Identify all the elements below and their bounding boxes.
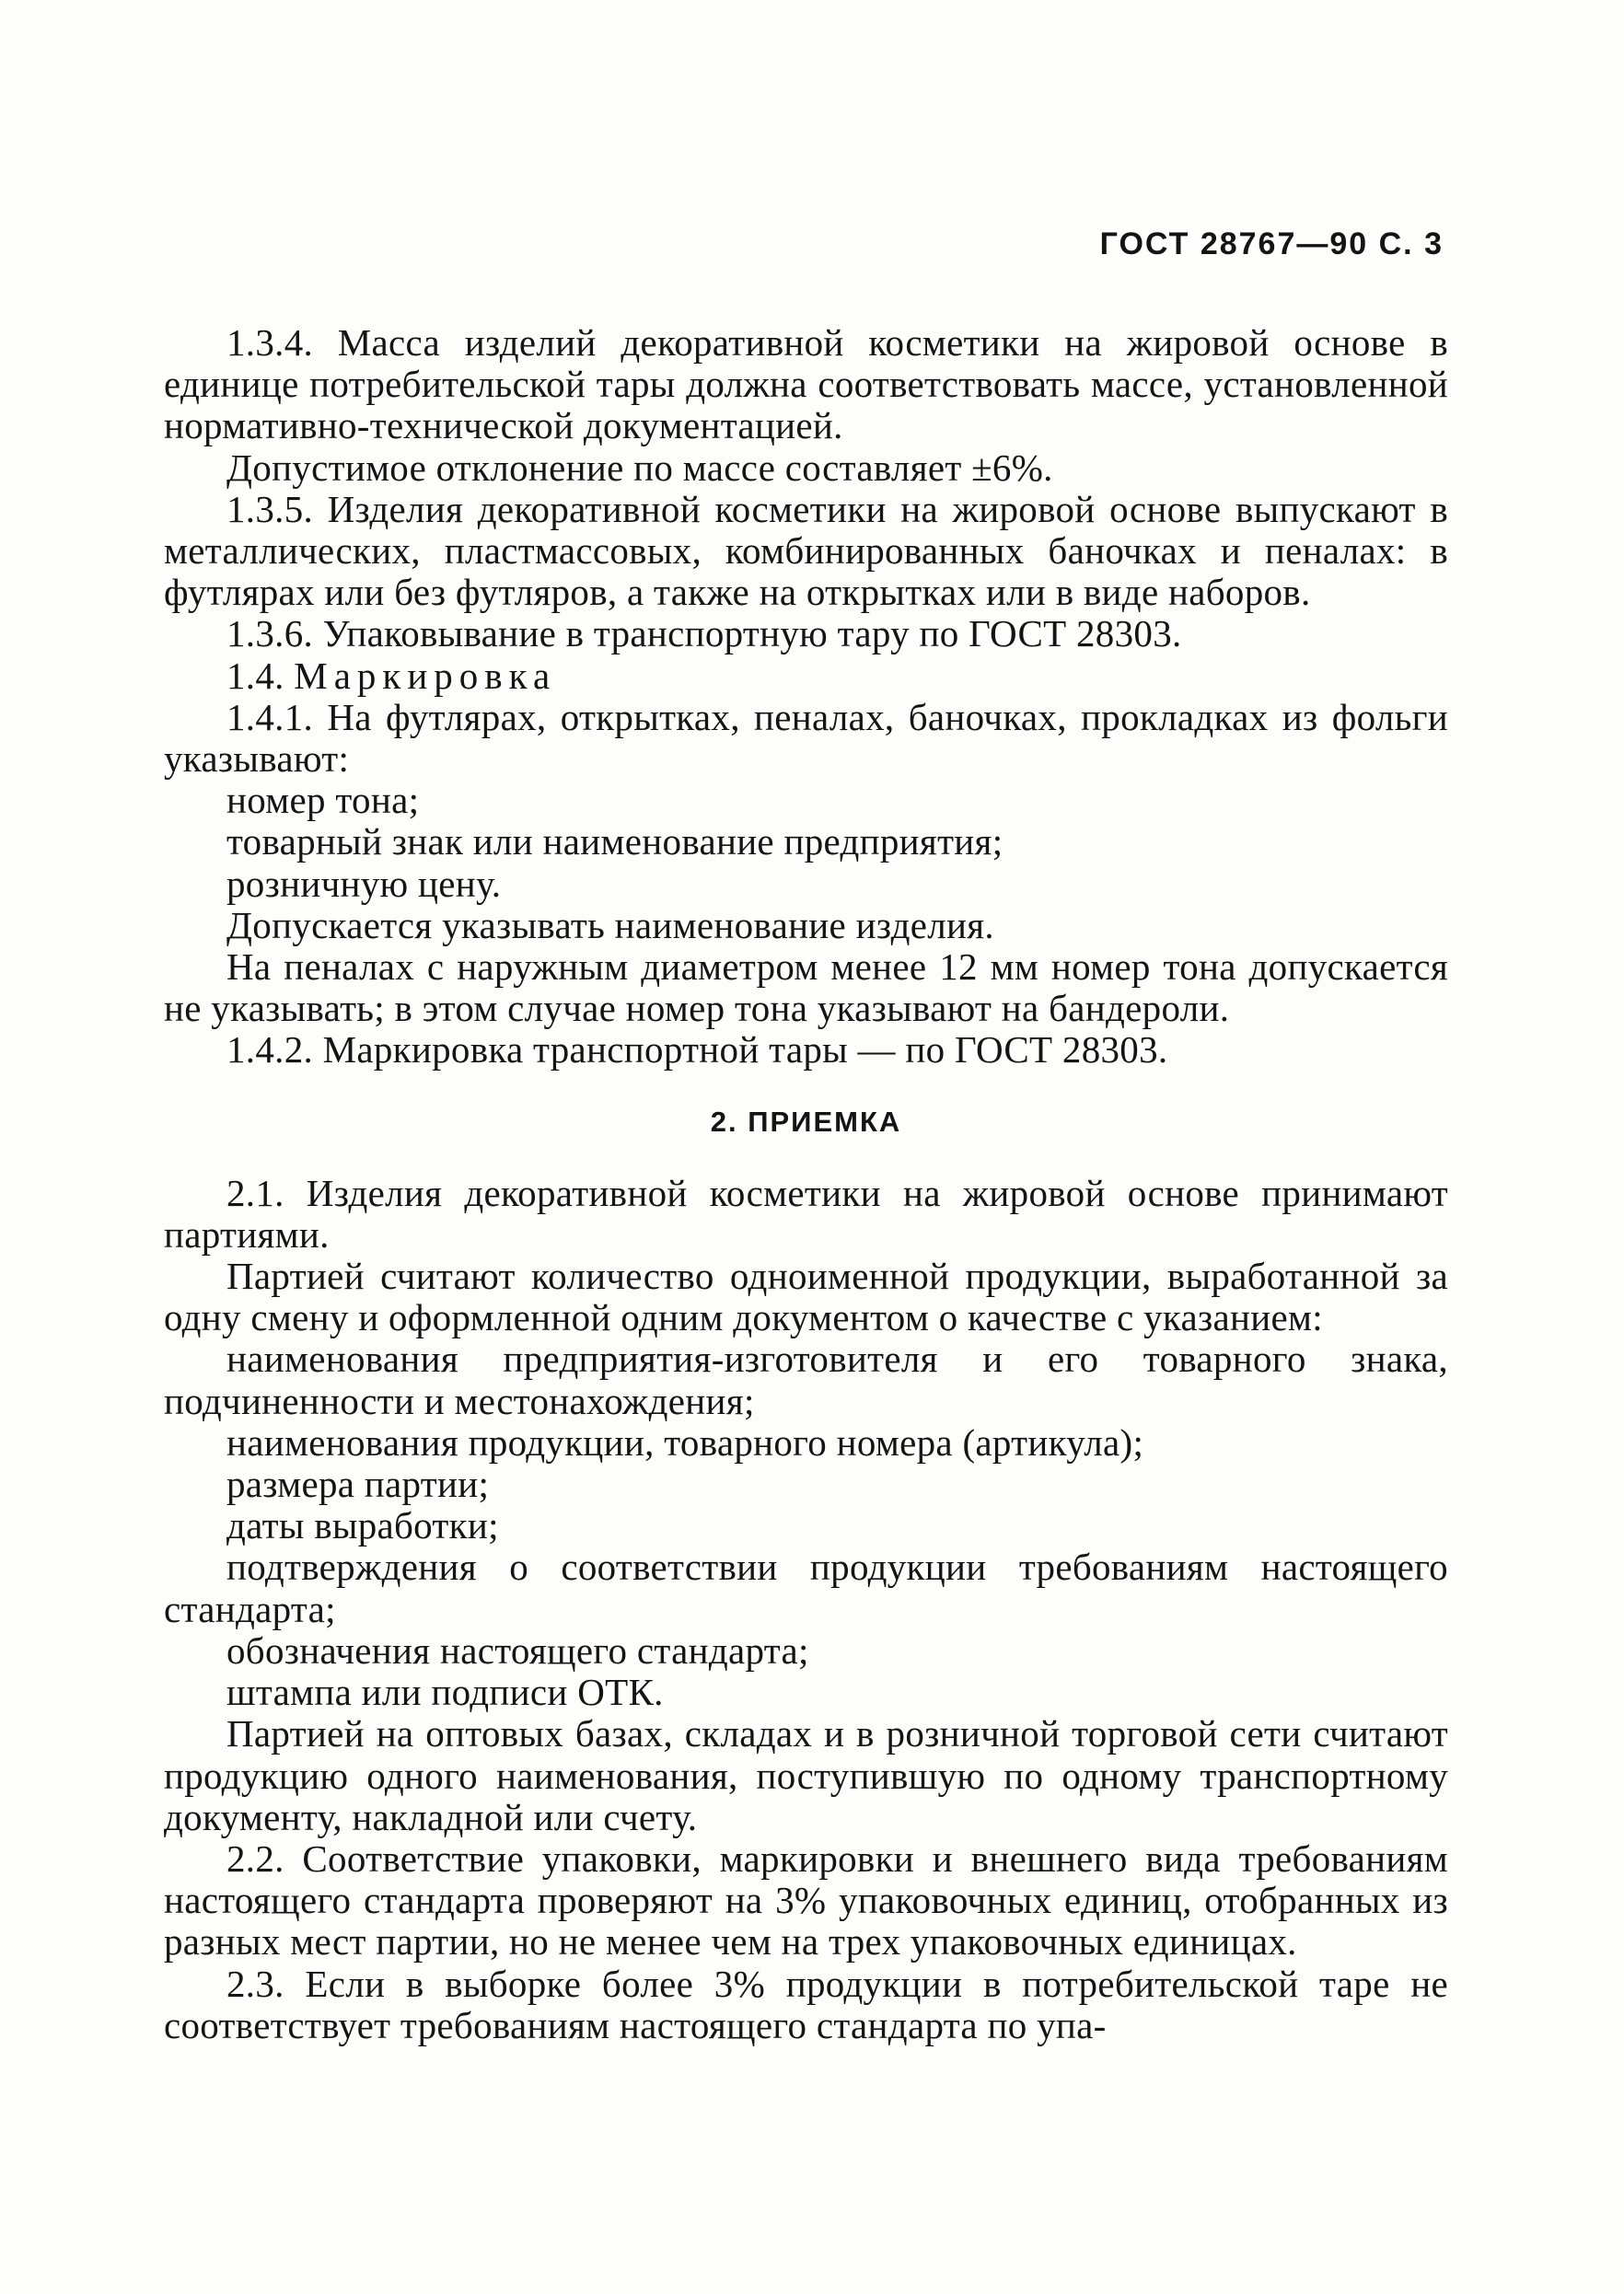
list-item: товарный знак или наименование предприятия; (226, 820, 1003, 863)
list-item: штампа или подписи ОТК. (226, 1671, 664, 1714)
list-item: размера партии; (226, 1463, 490, 1506)
subsection-title: Маркировка (294, 654, 557, 697)
paragraph-wholesale-batch: Партией на оптовых базах, складах и в розничной торговой сети считают продукцию одного наименования, поступившую по одному транспортному документу, накладной или счету. (164, 1712, 1448, 1838)
page-header: ГОСТ 28767—90 С. 3 (1099, 226, 1444, 261)
paragraph-2-3: 2.3. Если в выборке более 3% продукции в потребительской таре не соответствует требованиям настоящего стандарта по упа- (164, 1962, 1448, 2046)
document-body (164, 322, 1448, 2046)
paragraph-1-3-6: 1.3.6. Упаковывание в транспортную тару по ГОСТ 28303. (226, 612, 1182, 655)
list-item: наименования продукции, товарного номера (артикула); (226, 1420, 1144, 1464)
paragraph-2-2: 2.2. Соответствие упаковки, маркировки и внешнего вида требованиям настоящего стандарта проверяют на 3% упаковочных единиц, отобранных из разных мест партии, но не менее чем на трех упаковочных единицах. (164, 1836, 1448, 1964)
list-item: наименования предприятия-изготовителя и его товарного знака, подчиненности и местонахождения; (164, 1338, 1448, 1422)
paragraph-permission: Допускается указывать наименование изделия. (226, 903, 994, 946)
paragraph-1-4-1: 1.4.1. На футлярах, открытках, пеналах, баночках, прокладках из фольги указывают: (164, 695, 1448, 781)
paragraph-1-3-4: 1.3.4. Масса изделий декоративной косметики на жировой основе в единице потребительской тары должна соответствовать массе, установленной нормативно-технической документацией. (164, 321, 1448, 447)
list-item: номер тона; (226, 779, 420, 822)
paragraph-1-4-2: 1.4.2. Маркировка транспортной тары — по ГОСТ 28303. (226, 1028, 1168, 1072)
section-heading-acceptance: 2. ПРИЕМКА (710, 1105, 902, 1138)
subsection-number: 1.4. (226, 654, 284, 697)
paragraph-2-1: 2.1. Изделия декоративной косметики на жировой основе принимают партиями. (164, 1171, 1448, 1256)
list-item: обозначения настоящего стандарта; (226, 1628, 809, 1672)
list-item: подтверждения о соответствии продукции требованиям настоящего стандарта; (164, 1546, 1448, 1630)
paragraph-pencil-case: На пеналах с наружным диаметром менее 12 мм номер тона допускается не указывать; в этом случае номер тона указывают на бандероли. (164, 945, 1448, 1030)
paragraph-tolerance: Допустимое отклонение по массе составляет ±6%. (226, 446, 1053, 489)
list-item: розничную цену. (226, 862, 502, 905)
list-item: даты выработки; (226, 1504, 499, 1547)
paragraph-batch-definition: Партией считают количество одноименной продукции, выработанной за одну смену и оформленной одним документом о качестве с указанием: (164, 1255, 1448, 1339)
subsection-heading-marking (164, 655, 1448, 697)
paragraph-1-3-5: 1.3.5. Изделия декоративной косметики на жировой основе выпускают в металлических, пластмассовых, комбинированных баночках и пеналах: в футлярах или без футляров, а также на открытках или в виде наборов. (164, 487, 1448, 614)
